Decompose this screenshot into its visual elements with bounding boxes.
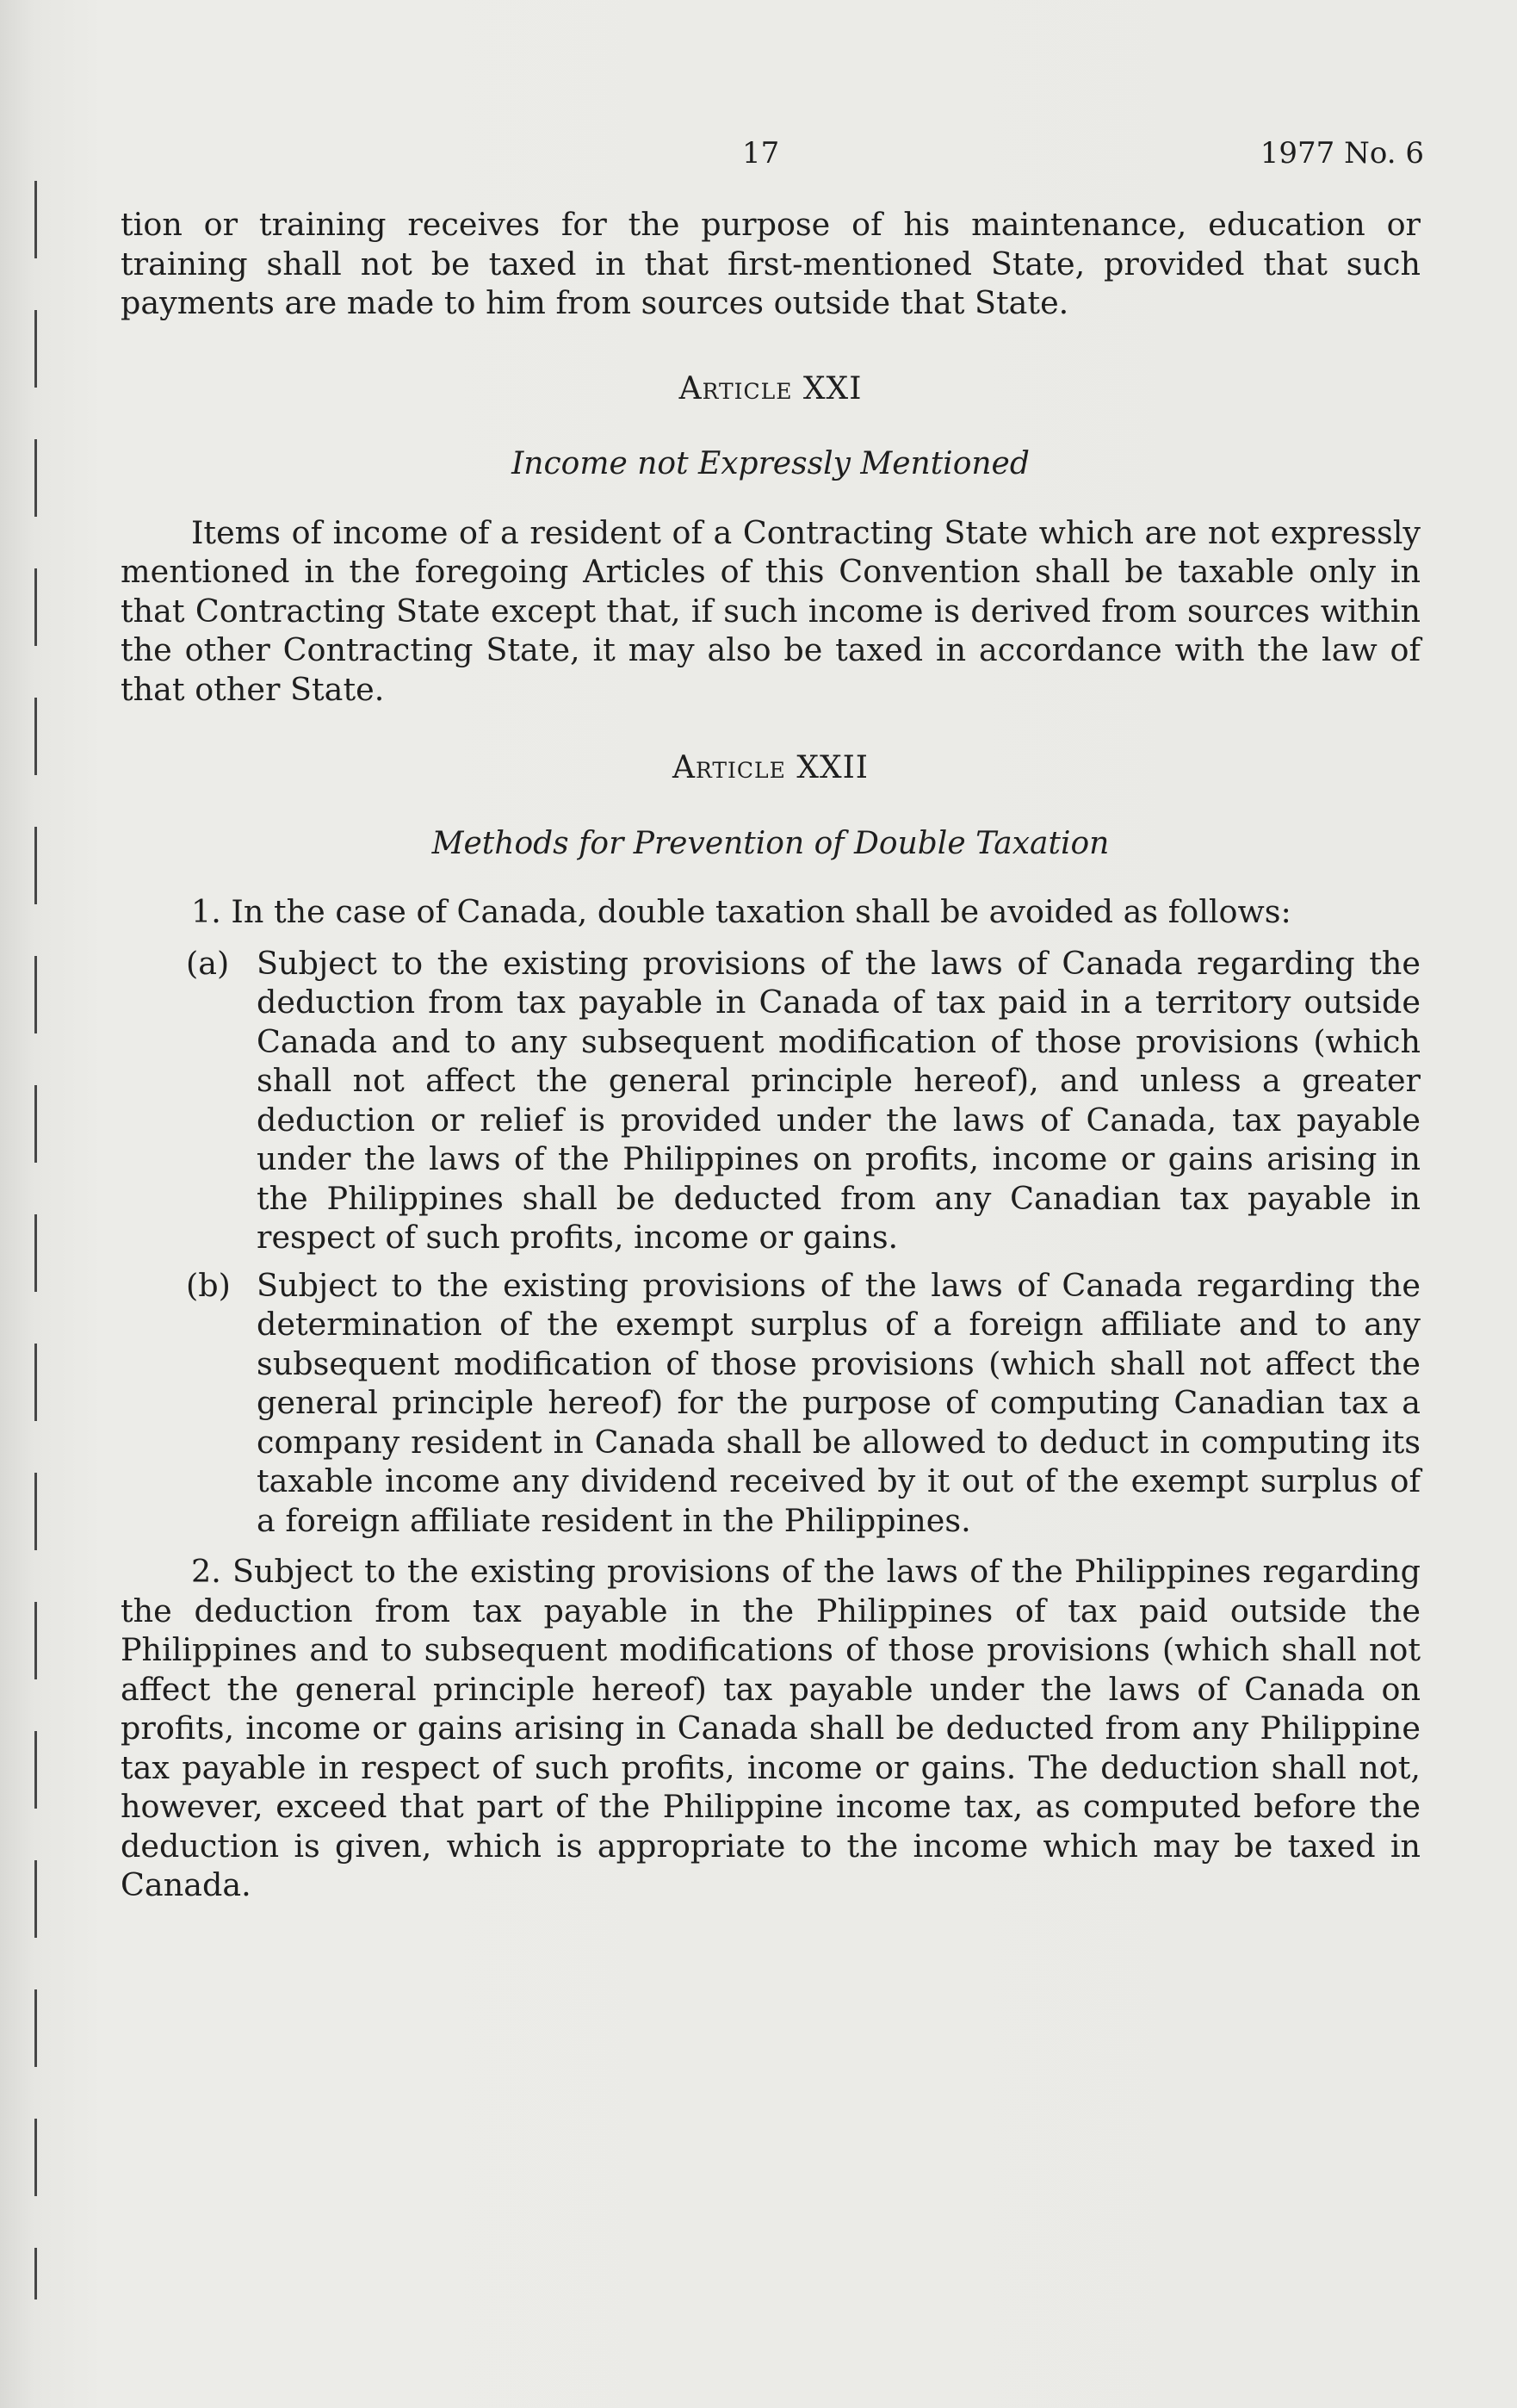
page-header: [0, 136, 1517, 179]
article-22-heading: Article XXII: [672, 750, 870, 785]
continuation-paragraph: tion or training receives for the purpose of his maintenance, education or training shall not be taxed in that first-mentioned State, provided that such payments are made to him from sources outside that State.: [121, 206, 1421, 321]
article-21-heading: Article XXI: [678, 370, 863, 407]
list-item-label: (a): [186, 944, 230, 982]
list-item-label: (b): [186, 1266, 231, 1304]
list-item-text: Subject to the existing provisions of the laws of Canada regarding the determination of the exempt surplus of a foreign affiliate and to any subsequent modification of those provisions (which shall not affect the general principle hereof) for the purpose of computing Canadian tax a company resident in Canada shall be allowed to deduct in computing its taxable income any dividend received by it out of the exempt surplus of a foreign affiliate resident in the Philippines.: [257, 1266, 1421, 1539]
article-21-paragraph: Items of income of a resident of a Contracting State which are not expressly mentioned in the foregoing Articles of this Convention shall be taxable only in that Contracting State except that, if such income is derived from sources within the other Contracting State, it may also be taxed in accordance with the law of that other State.: [121, 513, 1421, 708]
page-number: 17: [742, 136, 780, 171]
article-21-subheading: Income not Expressly Mentioned: [511, 446, 1030, 481]
list-item: [121, 1266, 1421, 1541]
article-22-subheading: Methods for Prevention of Double Taxation: [431, 825, 1110, 861]
document-reference: 1977 No. 6: [1260, 136, 1424, 171]
list-item: [121, 944, 1421, 1257]
list-item-text: Subject to the existing provisions of the laws of Canada regarding the deduction from tax payable in Canada of tax paid in a territory outside Canada and to any subsequent modification of those provisions (which shall not affect the general principle hereof), and unless a greater deduction or relief is provided under the laws of Canada, tax payable under the laws of the Philippines on profits, income or gains arising in the Philippines shall be deducted from any Canadian tax payable in respect of such profits, income or gains.: [257, 944, 1421, 1256]
binding-edge: [34, 181, 37, 2299]
article-22-paragraph-1: 1. In the case of Canada, double taxation shall be avoided as follows:: [191, 893, 1291, 930]
article-22-paragraph-2: 2. Subject to the existing provisions of the laws of the Philippines regarding the deduction from tax payable in the Philippines of tax paid outside the Philippines and to subsequent modifications of those provisions (which shall not affect the general principle hereof) tax payable under the laws of Canada on profits, income or gains arising in Canada shall be deducted from any Philippine tax payable in respect of such profits, income or gains. The deduction shall not, however, exceed that part of the Philippine income tax, as computed before the deduction is given, which is appropriate to the income which may be taxed in Canada.: [121, 1553, 1421, 1903]
page-body: [121, 205, 1421, 1905]
